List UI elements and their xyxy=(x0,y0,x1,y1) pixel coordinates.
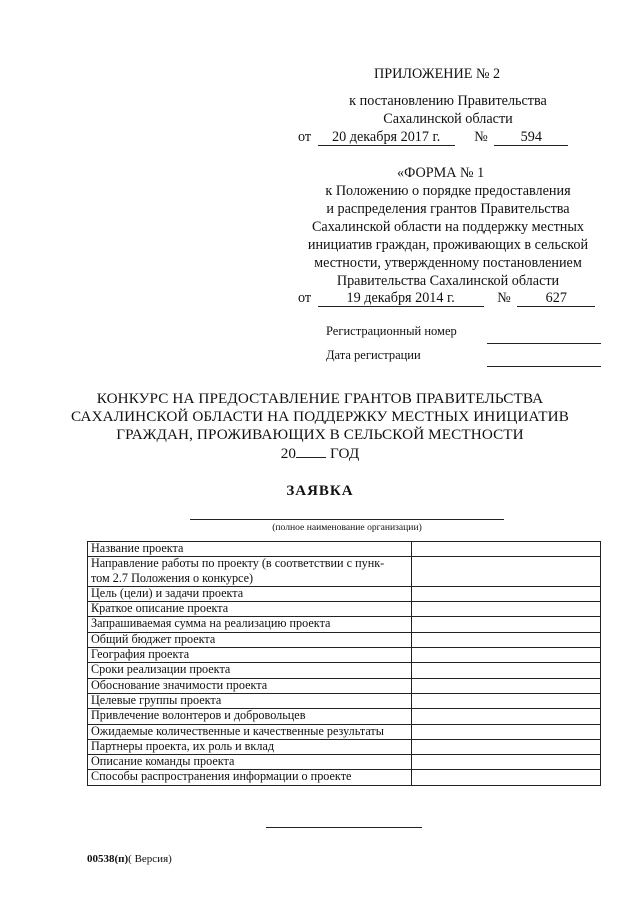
row-value[interactable] xyxy=(412,586,601,601)
registration-number-line xyxy=(487,343,601,344)
row-label: Запрашиваемая сумма на реализацию проекта xyxy=(88,617,412,632)
table-row xyxy=(88,755,601,770)
form-line-1: к Положению о порядке предоставления xyxy=(325,183,571,199)
row-value[interactable] xyxy=(412,632,601,647)
footer-code-line xyxy=(87,853,172,865)
signature-line xyxy=(266,827,422,828)
appendix-from-word: от xyxy=(298,129,312,145)
table-row xyxy=(88,678,601,693)
form-date: 19 декабря 2014 г. xyxy=(318,291,484,307)
footer-code: 00538(п) xyxy=(87,853,129,865)
table-row xyxy=(88,542,601,557)
row-label: Название проекта xyxy=(88,542,412,557)
row-label: Целевые группы проекта xyxy=(88,693,412,708)
row-label: Цель (цели) и задачи проекта xyxy=(88,586,412,601)
row-label: Направление работы по проекту (в соответствии с пунк- xyxy=(88,557,412,572)
registration-date-line xyxy=(487,366,601,367)
row-label: Ожидаемые количественные и качественные результаты xyxy=(88,724,412,739)
form-line-6: Правительства Сахалинской области xyxy=(336,273,560,289)
heading-year-line xyxy=(40,444,600,463)
row-label: Партнеры проекта, их роль и вклад xyxy=(88,739,412,754)
row-value[interactable] xyxy=(412,557,601,587)
org-name-line xyxy=(190,519,504,520)
row-label: Сроки реализации проекта xyxy=(88,663,412,678)
table-row xyxy=(88,709,601,724)
table-row xyxy=(88,724,601,739)
form-no-sign: № xyxy=(497,290,511,306)
appendix-title: ПРИЛОЖЕНИЕ № 2 xyxy=(374,66,501,82)
table-row xyxy=(88,617,601,632)
year-prefix: 20 xyxy=(280,445,297,462)
row-label: Способы распространения информации о проекте xyxy=(88,770,412,785)
appendix-number: 594 xyxy=(494,130,568,146)
row-value[interactable] xyxy=(412,663,601,678)
form-line-3: Сахалинской области на поддержку местных xyxy=(311,219,585,235)
row-value[interactable] xyxy=(412,724,601,739)
row-label: том 2.7 Положения о конкурсе) xyxy=(88,572,412,587)
row-value[interactable] xyxy=(412,693,601,708)
form-line-2: и распределения грантов Правительства xyxy=(326,201,570,217)
year-suffix: ГОД xyxy=(330,445,360,462)
row-value[interactable] xyxy=(412,770,601,785)
form-number: 627 xyxy=(517,291,595,307)
table-row xyxy=(88,586,601,601)
row-label: География проекта xyxy=(88,648,412,663)
row-label: Обоснование значимости проекта xyxy=(88,678,412,693)
org-caption: (полное наименование организации) xyxy=(272,522,422,533)
registration-date-label: Дата регистрации xyxy=(326,348,421,362)
table-row xyxy=(88,648,601,663)
row-label: Описание команды проекта xyxy=(88,755,412,770)
row-value[interactable] xyxy=(412,602,601,617)
row-value[interactable] xyxy=(412,542,601,557)
year-blank xyxy=(296,457,326,458)
table-row xyxy=(88,663,601,678)
application-title: ЗАЯВКА xyxy=(286,483,354,499)
row-value[interactable] xyxy=(412,678,601,693)
appendix-date: 20 декабря 2017 г. xyxy=(318,130,455,146)
table-row xyxy=(88,770,601,785)
row-value[interactable] xyxy=(412,755,601,770)
appendix-date-line xyxy=(298,128,568,147)
row-value[interactable] xyxy=(412,648,601,663)
footer-version: ( Версия) xyxy=(128,853,172,865)
table-row xyxy=(88,693,601,708)
form-title: «ФОРМА № 1 xyxy=(397,165,485,181)
form-date-line xyxy=(298,289,595,308)
row-label: Привлечение волонтеров и добровольцев xyxy=(88,709,412,724)
table-row xyxy=(88,557,601,572)
table-row xyxy=(88,739,601,754)
heading-line-1: КОНКУРС НА ПРЕДОСТАВЛЕНИЕ ГРАНТОВ ПРАВИТЕЛЬСТВА xyxy=(96,390,544,407)
row-label: Краткое описание проекта xyxy=(88,602,412,617)
row-label: Общий бюджет проекта xyxy=(88,632,412,647)
table-row xyxy=(88,602,601,617)
appendix-line1: к постановлению Правительства xyxy=(349,93,547,109)
row-value[interactable] xyxy=(412,617,601,632)
registration-number-label: Регистрационный номер xyxy=(326,324,457,338)
form-line-5: местности, утвержденному постановлением xyxy=(314,255,582,271)
row-value[interactable] xyxy=(412,709,601,724)
table-row xyxy=(88,632,601,647)
form-line-4: инициатив граждан, проживающих в сельской xyxy=(307,237,589,253)
appendix-no-sign: № xyxy=(474,129,488,145)
heading-line-2: САХАЛИНСКОЙ ОБЛАСТИ НА ПОДДЕРЖКУ МЕСТНЫХ ИНИЦИАТИВ xyxy=(71,408,569,425)
row-value[interactable] xyxy=(412,739,601,754)
appendix-line2: Сахалинской области xyxy=(383,111,513,127)
application-table xyxy=(87,541,601,786)
form-from-word: от xyxy=(298,290,312,306)
heading-line-3: ГРАЖДАН, ПРОЖИВАЮЩИХ В СЕЛЬСКОЙ МЕСТНОСТИ xyxy=(116,426,524,443)
